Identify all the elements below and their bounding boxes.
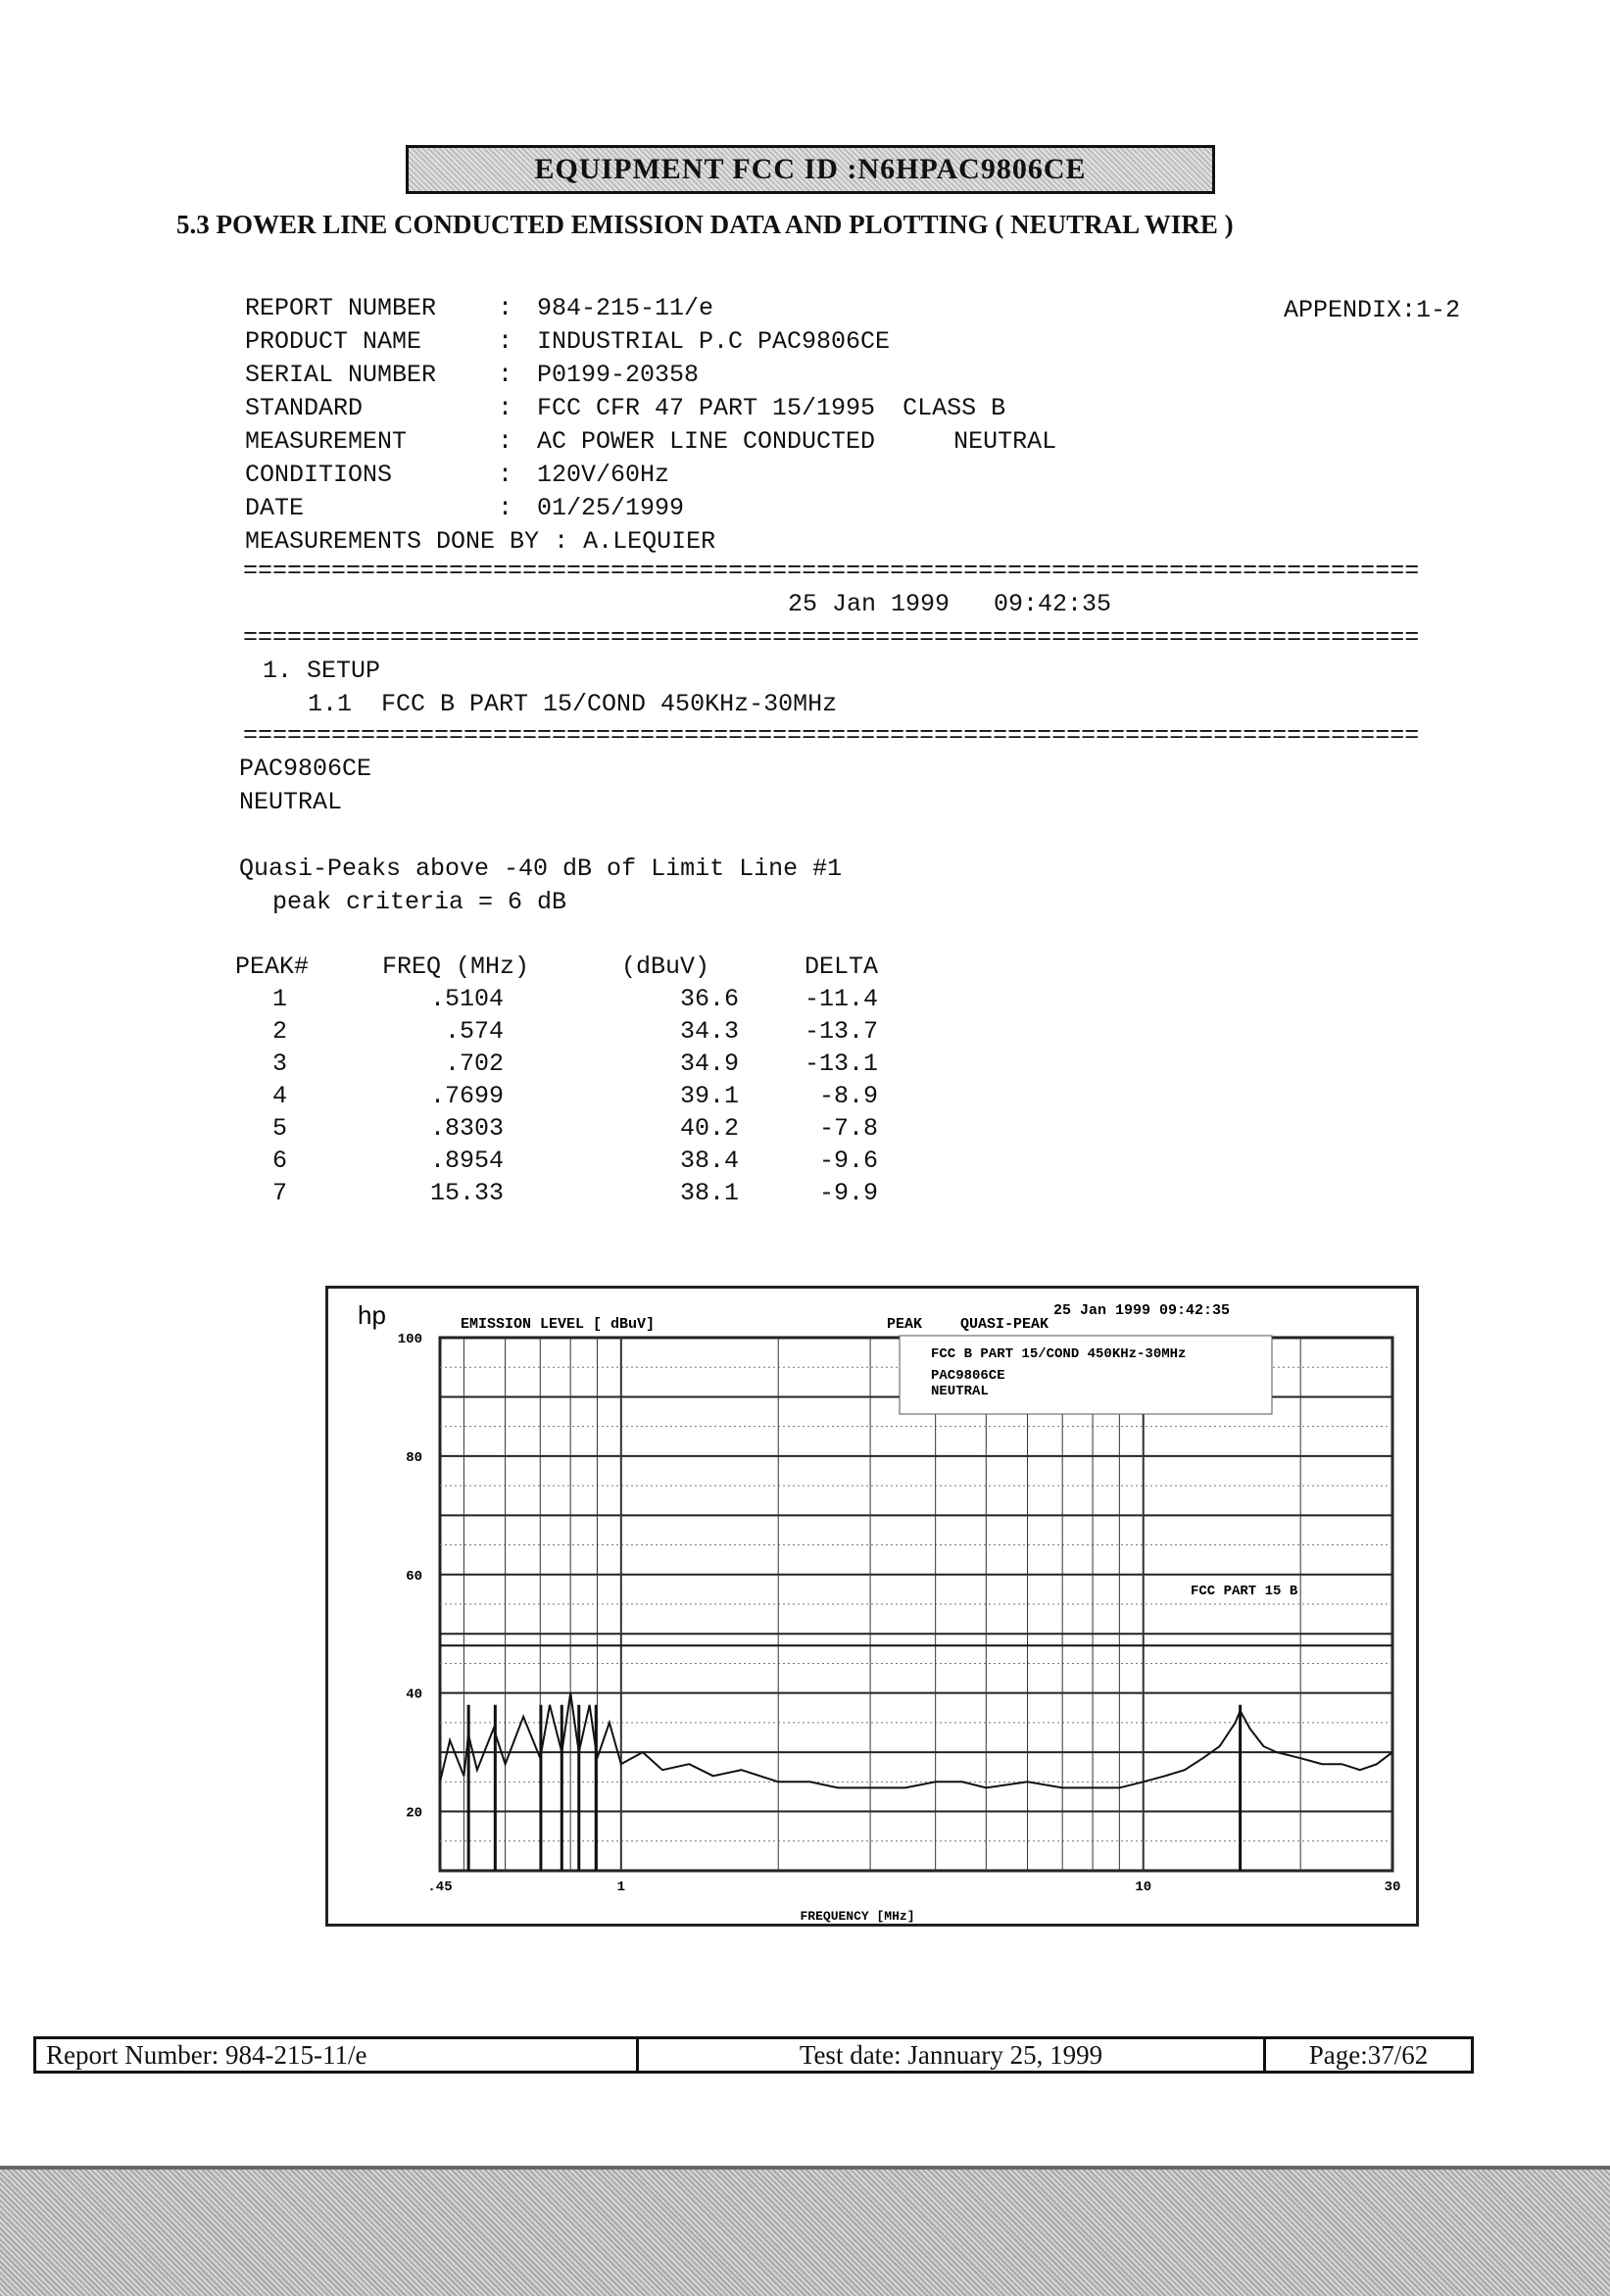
device-name: PAC9806CE: [239, 755, 372, 783]
report-timestamp: 25 Jan 1999 09:42:35: [788, 590, 1112, 618]
table-row: 6 .8954 38.4 -9.6: [272, 1147, 878, 1175]
table-row: 7 15.33 38.1 -9.9: [272, 1179, 878, 1207]
peak-table: [235, 951, 878, 1209]
setup-heading: 1. SETUP: [263, 657, 381, 685]
legend-line-setup: FCC B PART 15/COND 450KHz-30MHz: [931, 1346, 1187, 1362]
y-tick-label: 40: [406, 1686, 422, 1703]
table-row: 3 .702 34.9 -13.1: [272, 1050, 878, 1078]
fcc-id-banner: [406, 145, 1215, 194]
x-tick-label: 10: [1135, 1880, 1152, 1895]
x-axis-label: FREQUENCY [MHz]: [800, 1909, 915, 1924]
info-row-serial-number: SERIAL NUMBER : P0199-20358: [245, 359, 1056, 392]
legend-line-device: PAC9806CE: [931, 1368, 1005, 1384]
y-tick-label: 100: [397, 1332, 422, 1347]
footer-page-number: Page:37/62: [1308, 2039, 1429, 2070]
report-number-value: 984-215-11/e: [537, 294, 714, 322]
device-line: NEUTRAL: [239, 788, 343, 816]
hp-logo: hp: [358, 1300, 386, 1330]
legend-line-wire: NEUTRAL: [931, 1384, 989, 1399]
measured-by-value: A.LEQUIER: [583, 527, 716, 556]
info-row-report-number: REPORT NUMBER : 984-215-11/e: [245, 292, 1056, 325]
limit-line-label: FCC PART 15 B: [1191, 1584, 1298, 1599]
fcc-id-text: EQUIPMENT FCC ID :N6HPAC9806CE: [534, 153, 1087, 185]
date-value: 01/25/1999: [537, 494, 685, 522]
table-row: 4 .7699 39.1 -8.9: [272, 1082, 878, 1110]
info-row-standard: STANDARD : FCC CFR 47 PART 15/1995 CLASS B: [245, 392, 1056, 425]
appendix-label: APPENDIX:1-2: [1284, 296, 1461, 324]
y-tick-label: 80: [406, 1449, 422, 1466]
footer-test-date: Test date: Jannuary 25, 1999: [639, 2039, 1266, 2071]
emission-trace: [440, 1693, 1392, 1788]
table-row: 1 .5104 36.6 -11.4: [272, 985, 878, 1013]
info-row-product-name: PRODUCT NAME : INDUSTRIAL P.C PAC9806CE: [245, 325, 1056, 359]
info-row-measurement: MEASUREMENT : AC POWER LINE CONDUCTED NEUTRAL: [245, 425, 1056, 459]
scan-bottom-band: [0, 2166, 1610, 2296]
info-row-date: DATE : 01/25/1999: [245, 492, 1056, 525]
report-info-block: [245, 292, 1056, 559]
table-row: 5 .8303 40.2 -7.8: [272, 1114, 878, 1143]
setup-item: 1.1 FCC B PART 15/COND 450KHz-30MHz: [308, 690, 838, 718]
table-row: 2 .574 34.3 -13.7: [272, 1017, 878, 1046]
divider-rule: ================================================================================: [243, 721, 1420, 750]
conditions-value: 120V/60Hz: [537, 461, 670, 489]
peak-table-header: PEAK# FREQ (MHz) (dBuV) DELTA: [235, 953, 878, 981]
emission-chart-svg: [328, 1289, 1416, 1924]
x-tick-label: .45: [427, 1880, 453, 1895]
product-name-value: INDUSTRIAL P.C PAC9806CE: [537, 327, 891, 356]
page-footer: [33, 2036, 1474, 2074]
x-tick-label: 30: [1384, 1880, 1401, 1895]
detector-label-quasi-peak: QUASI-PEAK: [960, 1316, 1049, 1333]
info-row-conditions: CONDITIONS : 120V/60Hz: [245, 459, 1056, 492]
emission-chart: [325, 1286, 1419, 1927]
footer-report-number: Report Number: 984-215-11/e: [36, 2039, 639, 2071]
y-tick-label: 20: [406, 1805, 422, 1822]
section-title: 5.3 POWER LINE CONDUCTED EMISSION DATA AND PLOTTING ( NEUTRAL WIRE ): [176, 210, 1234, 239]
detector-label-peak: PEAK: [887, 1316, 923, 1333]
measurement-line-value: NEUTRAL: [953, 427, 1057, 456]
standard-class-value: CLASS B: [903, 394, 1006, 422]
divider-rule: ================================================================================: [243, 623, 1420, 652]
divider-rule: ================================================================================: [243, 557, 1420, 585]
info-row-measured-by: MEASUREMENTS DONE BY : A.LEQUIER: [245, 525, 1056, 559]
chart-title: EMISSION LEVEL [ dBuV]: [461, 1316, 656, 1333]
measurement-value: AC POWER LINE CONDUCTED: [537, 427, 876, 456]
quasi-peak-criteria-line2: peak criteria = 6 dB: [272, 888, 567, 916]
chart-timestamp: 25 Jan 1999 09:42:35: [1053, 1302, 1231, 1319]
standard-value: FCC CFR 47 PART 15/1995: [537, 394, 876, 422]
x-tick-label: 1: [616, 1880, 626, 1895]
quasi-peak-criteria-line1: Quasi-Peaks above -40 dB of Limit Line #1: [239, 855, 843, 883]
serial-number-value: P0199-20358: [537, 361, 700, 389]
y-tick-label: 60: [406, 1568, 422, 1585]
